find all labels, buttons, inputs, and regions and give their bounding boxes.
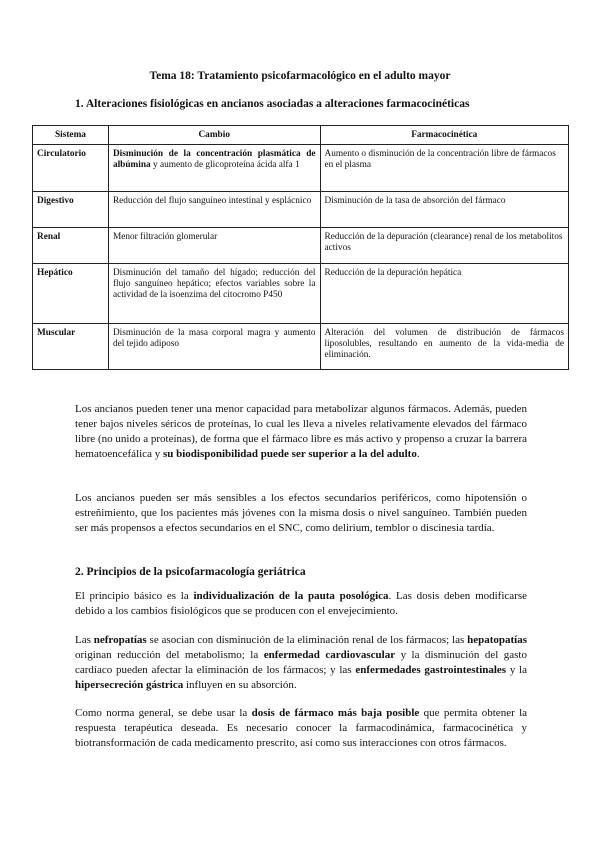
paragraph-text: . Las dosis deben modificarse debido a los cambios fisiológicos que se producen con el envejecimiento.	[75, 590, 527, 617]
paragraph-side-effects: Los ancianos pueden ser más sensibles a los efectos secundarios periféricos, como hipotensión o estreñimiento, que los pacientes más jóvenes con la misma dosis o nivel sanguíneo. También pueden ser más propensos a efectos secundarios en el SNC, como delirium, temblor o discinesia tardía.	[75, 492, 527, 534]
paragraph-text: se asocian con disminución de la eliminación renal de los fármacos; las	[146, 634, 468, 646]
paragraph-text: originan reducción del metabolismo; la	[75, 649, 264, 661]
paragraph-text: El principio básico es la	[75, 590, 194, 602]
paragraph-bold: su biodisponibilidad puede ser superior a la del adulto	[162, 448, 417, 460]
cell-farmacocinetica: Reducción de la depuración hepática	[320, 264, 569, 324]
paragraph-text: influyen en su absorción.	[183, 679, 297, 691]
table-row	[33, 145, 569, 192]
cell-farmacocinetica: Aumento o disminución de la concentración libre de fármacos en el plasma	[320, 145, 569, 192]
cell-cambio: Menor filtración glomerular	[108, 228, 320, 264]
header-sistema: Sistema	[33, 126, 109, 145]
page-title: Tema 18: Tratamiento psicofarmacológico en el adulto mayor	[149, 70, 451, 82]
paragraph-dosage	[75, 706, 527, 751]
paragraph-bold: nefropatías	[93, 634, 147, 646]
paragraph-bold: dosis de fármaco más baja posible	[251, 707, 420, 719]
cell-farmacocinetica: Reducción de la depuración (clearance) renal de los metabolitos activos	[320, 228, 569, 264]
cell-cambio: Disminución del tamaño del hígado; reducción del flujo sanguíneo hepático; efectos variables sobre la actividad de la isoenzima del citocromo P450	[108, 264, 320, 324]
cell-cambio: Reducción del flujo sanguíneo intestinal y esplácnico	[108, 192, 320, 228]
paragraph-text: .	[416, 448, 420, 460]
cell-cambio-bold: Disminución de la concentración plasmática de albúmina	[112, 149, 316, 170]
cell-sistema: Hepático	[33, 264, 109, 324]
paragraph-bold: individualización de la pauta posológica	[193, 590, 389, 602]
header-cambio: Cambio	[108, 126, 320, 145]
paragraph-text: y la disminución del gasto cardíaco pueden afectar la eliminación de los fármacos; y las	[75, 649, 527, 676]
paragraph-bold: hepatopatías	[467, 634, 527, 646]
paragraph-text: y la	[506, 664, 527, 676]
paragraph-text: Como norma general, se debe usar la	[75, 707, 252, 719]
cell-farmacocinetica: Alteración del volumen de distribución de fármacos liposolubles, resultando en aumento de la vida-media de eliminación.	[320, 324, 569, 370]
cell-cambio: Disminución de la masa corporal magra y aumento del tejido adiposo	[108, 324, 320, 370]
section-heading-2: 2. Principios de la psicofarmacología geriátrica	[75, 566, 306, 578]
header-farmacocinetica: Farmacocinética	[320, 126, 569, 145]
paragraph-bold: enfermedades gastrointestinales	[355, 664, 507, 676]
cell-sistema: Renal	[33, 228, 109, 264]
paragraph-metabolism	[75, 402, 527, 462]
table-row	[33, 192, 569, 228]
paragraph-pathologies	[75, 633, 527, 693]
paragraph-text: que permita obtener la respuesta terapéutica deseada. Es necesario conocer la farmacodinámica, farmacocinética y biotransformación de cada medicamento prescrito, así como sus interacciones con otros fármacos.	[75, 707, 528, 749]
table-row	[33, 228, 569, 264]
paragraph-bold: hipersecreción gástrica	[75, 679, 184, 691]
section-heading-1: 1. Alteraciones fisiológicas en ancianos asociadas a alteraciones farmacocinéticas	[75, 98, 470, 110]
physiology-table	[32, 125, 569, 370]
paragraph-text: Las	[75, 634, 94, 646]
cell-sistema: Muscular	[33, 324, 109, 370]
cell-farmacocinetica: Disminución de la tasa de absorción del fármaco	[320, 192, 569, 228]
paragraph-text: Los ancianos pueden tener una menor capacidad para metabolizar algunos fármacos. Además, pueden tener bajos niveles séricos de proteínas, lo cual les lleva a niveles relativamente elevados del fármaco libre (no unido a proteínas), de forma que el fármaco libre es más activo y propenso a cruzar la barrera hematoencefálica y	[75, 403, 527, 460]
paragraph-principle	[75, 589, 527, 619]
paragraph-bold: enfermedad cardiovascular	[263, 649, 396, 661]
table-row	[33, 324, 569, 370]
cell-sistema: Circulatorio	[33, 145, 109, 192]
cell-sistema: Digestivo	[33, 192, 109, 228]
cell-cambio	[108, 145, 320, 192]
table-header-row	[33, 126, 569, 145]
cell-cambio-rest: y aumento de glicoproteína ácida alfa 1	[150, 160, 300, 170]
table-row	[33, 264, 569, 324]
